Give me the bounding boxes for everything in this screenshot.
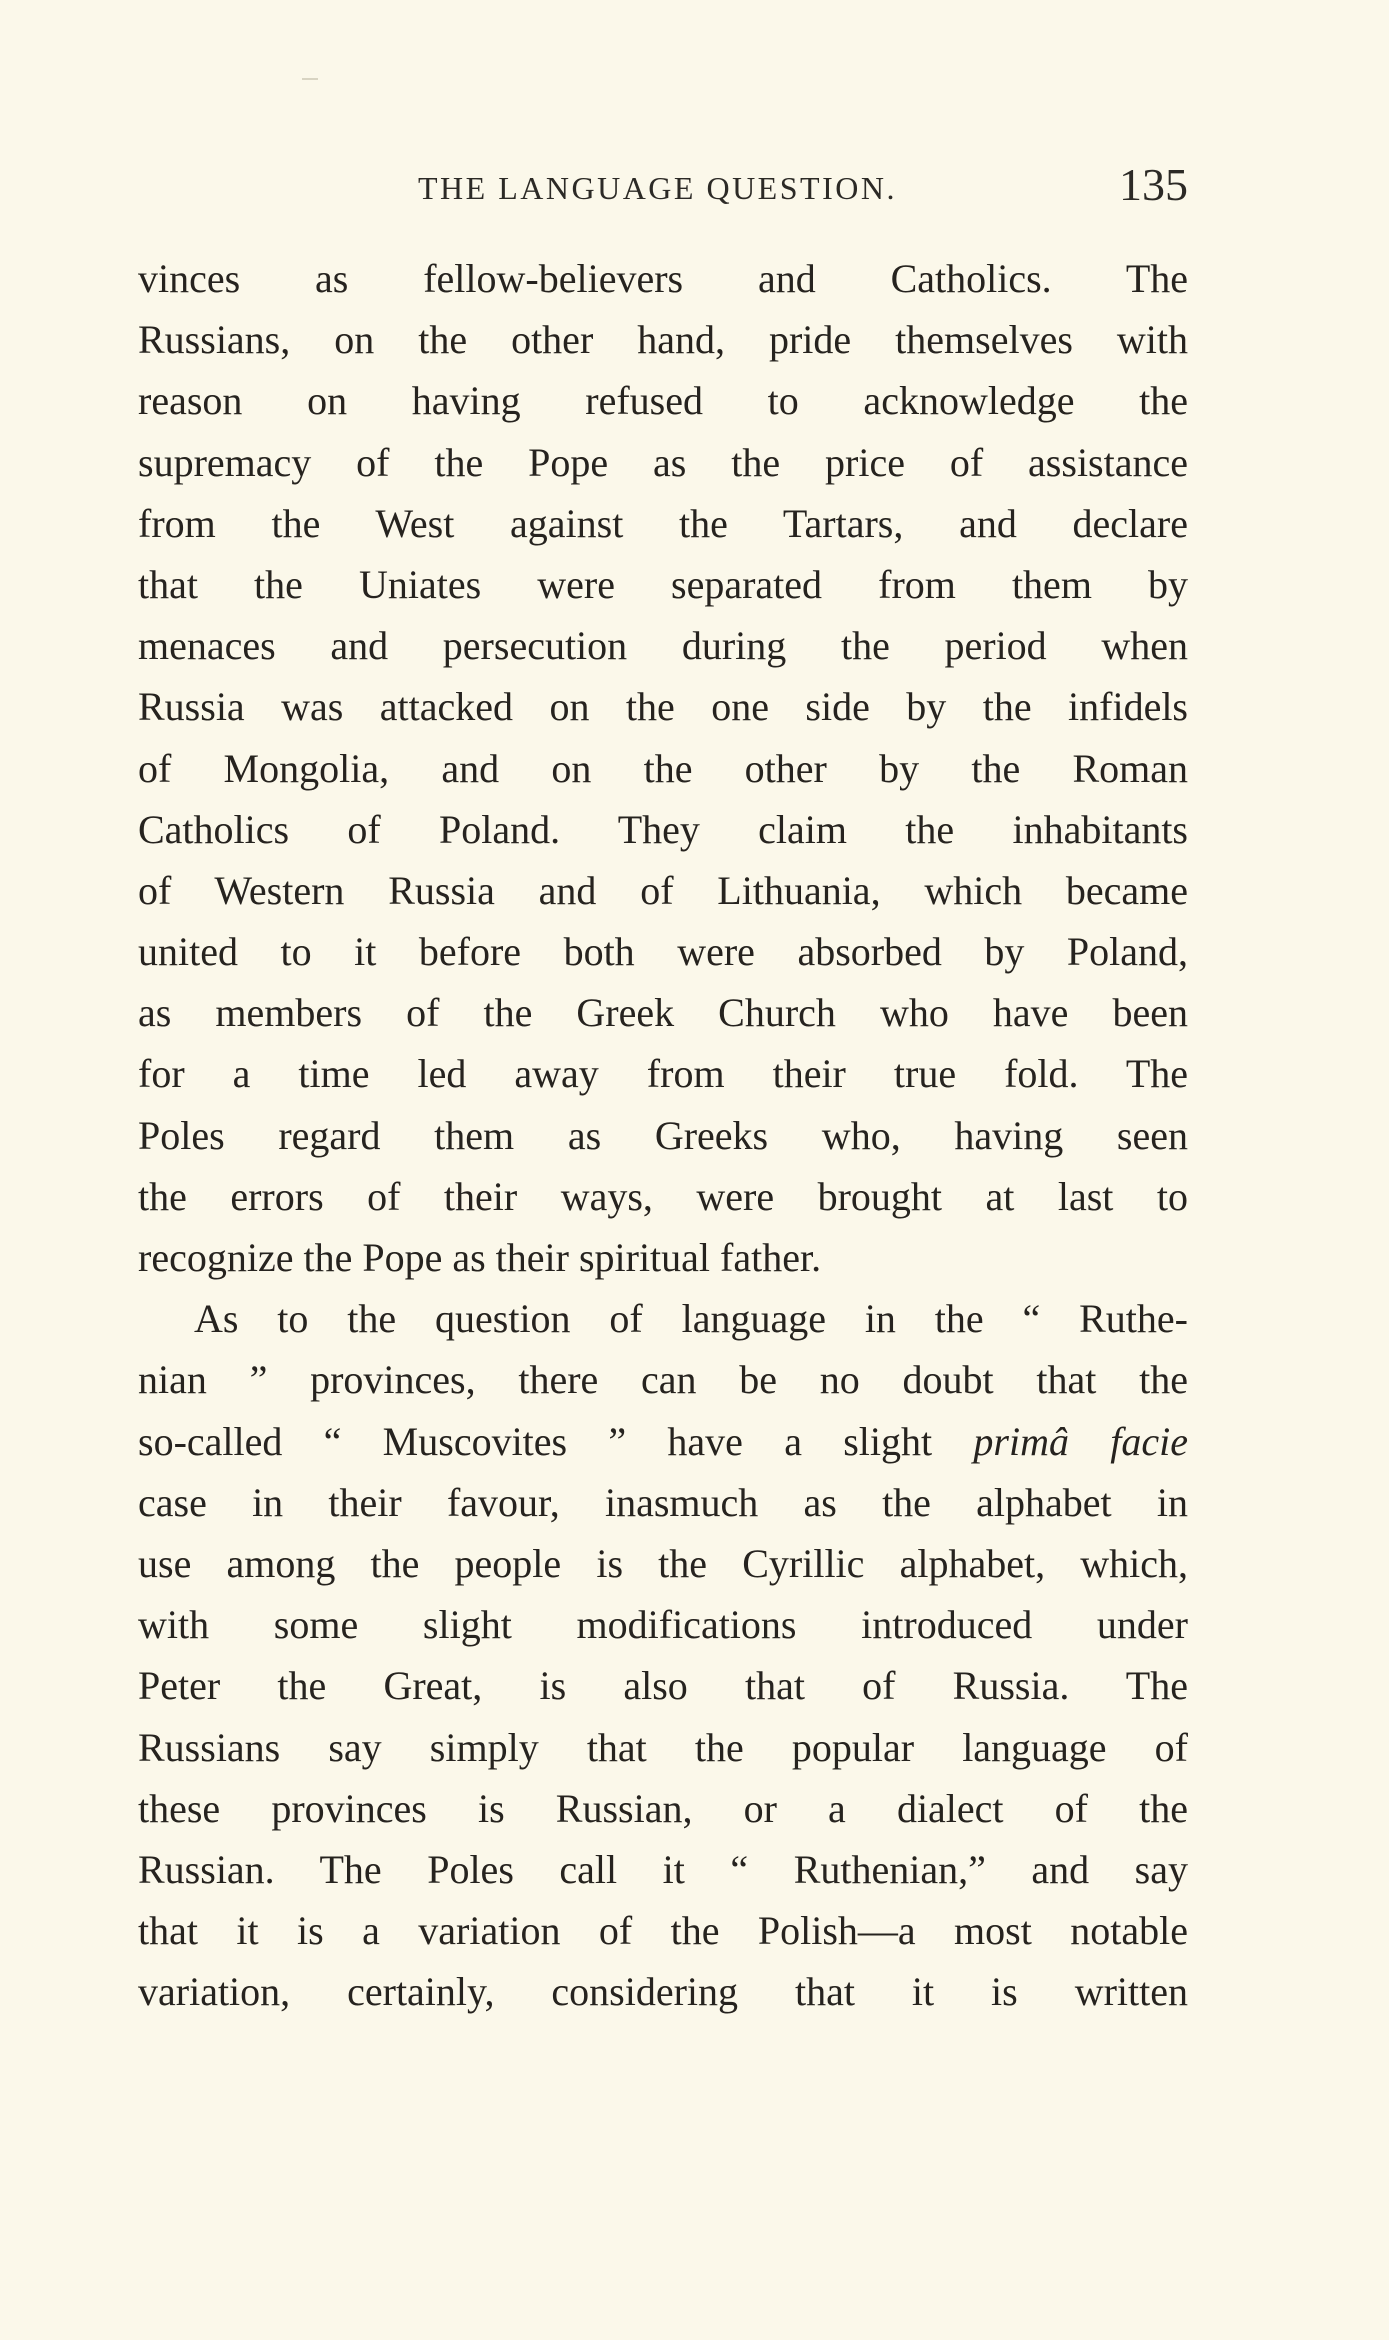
text-line: vinces as fellow-believers and Catholics. The: [138, 256, 1188, 301]
text-line: with some slight modifications introduced under: [138, 1602, 1188, 1648]
page-number: 135: [1119, 159, 1188, 210]
running-head: [138, 158, 1188, 218]
text-line: Russia was attacked on the one side by the infidels: [138, 684, 1188, 730]
text-line: use among the people is the Cyrillic alphabet, which,: [138, 1540, 1188, 1586]
text-line: for a time led away from their true fold. The: [138, 1051, 1188, 1097]
text-line: that it is a variation of the Polish—a most notable: [138, 1908, 1188, 1954]
body-text: [138, 248, 1188, 2022]
text-line: that the Uniates were separated from them by: [138, 561, 1188, 607]
page-mark: [302, 78, 318, 80]
text-line: of Mongolia, and on the other by the Roman: [138, 745, 1188, 791]
text-line: variation, certainly, considering that it is written: [138, 1969, 1188, 2015]
text-line: from the West against the Tartars, and declare: [138, 500, 1188, 546]
text-line: Catholics of Poland. They claim the inhabitants: [138, 806, 1188, 852]
text-line: [138, 1411, 1188, 1472]
text-line: nian ” provinces, there can be no doubt that the: [138, 1357, 1188, 1403]
text-line: Russians say simply that the popular language of: [138, 1724, 1188, 1770]
running-title: THE LANGUAGE QUESTION.: [418, 170, 897, 206]
italic-phrase: primâ facie: [973, 1418, 1188, 1464]
text-line: of Western Russia and of Lithuania, which became: [138, 867, 1188, 913]
text-line: reason on having refused to acknowledge the: [138, 378, 1188, 424]
text-line: Russians, on the other hand, pride themselves with: [138, 317, 1188, 363]
text-segment: so-called “ Muscovites ” have a slight: [138, 1418, 933, 1464]
text-line: menaces and persecution during the period when: [138, 623, 1188, 669]
text-line: case in their favour, inasmuch as the alphabet in: [138, 1479, 1188, 1525]
text-line: Poles regard them as Greeks who, having seen: [138, 1112, 1188, 1158]
text-line: as members of the Greek Church who have been: [138, 990, 1188, 1036]
text-line: recognize the Pope as their spiritual father.: [138, 1235, 822, 1280]
text-line: Peter the Great, is also that of Russia. The: [138, 1663, 1188, 1709]
text-line: the errors of their ways, were brought at last to: [138, 1173, 1188, 1219]
text-line: united to it before both were absorbed by Poland,: [138, 929, 1188, 975]
text-line: Russian. The Poles call it “ Ruthenian,” and say: [138, 1846, 1188, 1892]
text-line: these provinces is Russian, or a dialect of the: [138, 1785, 1188, 1831]
text-line: supremacy of the Pope as the price of assistance: [138, 439, 1188, 485]
text-line: As to the question of language in the “ Ruthe-: [194, 1296, 1188, 1342]
